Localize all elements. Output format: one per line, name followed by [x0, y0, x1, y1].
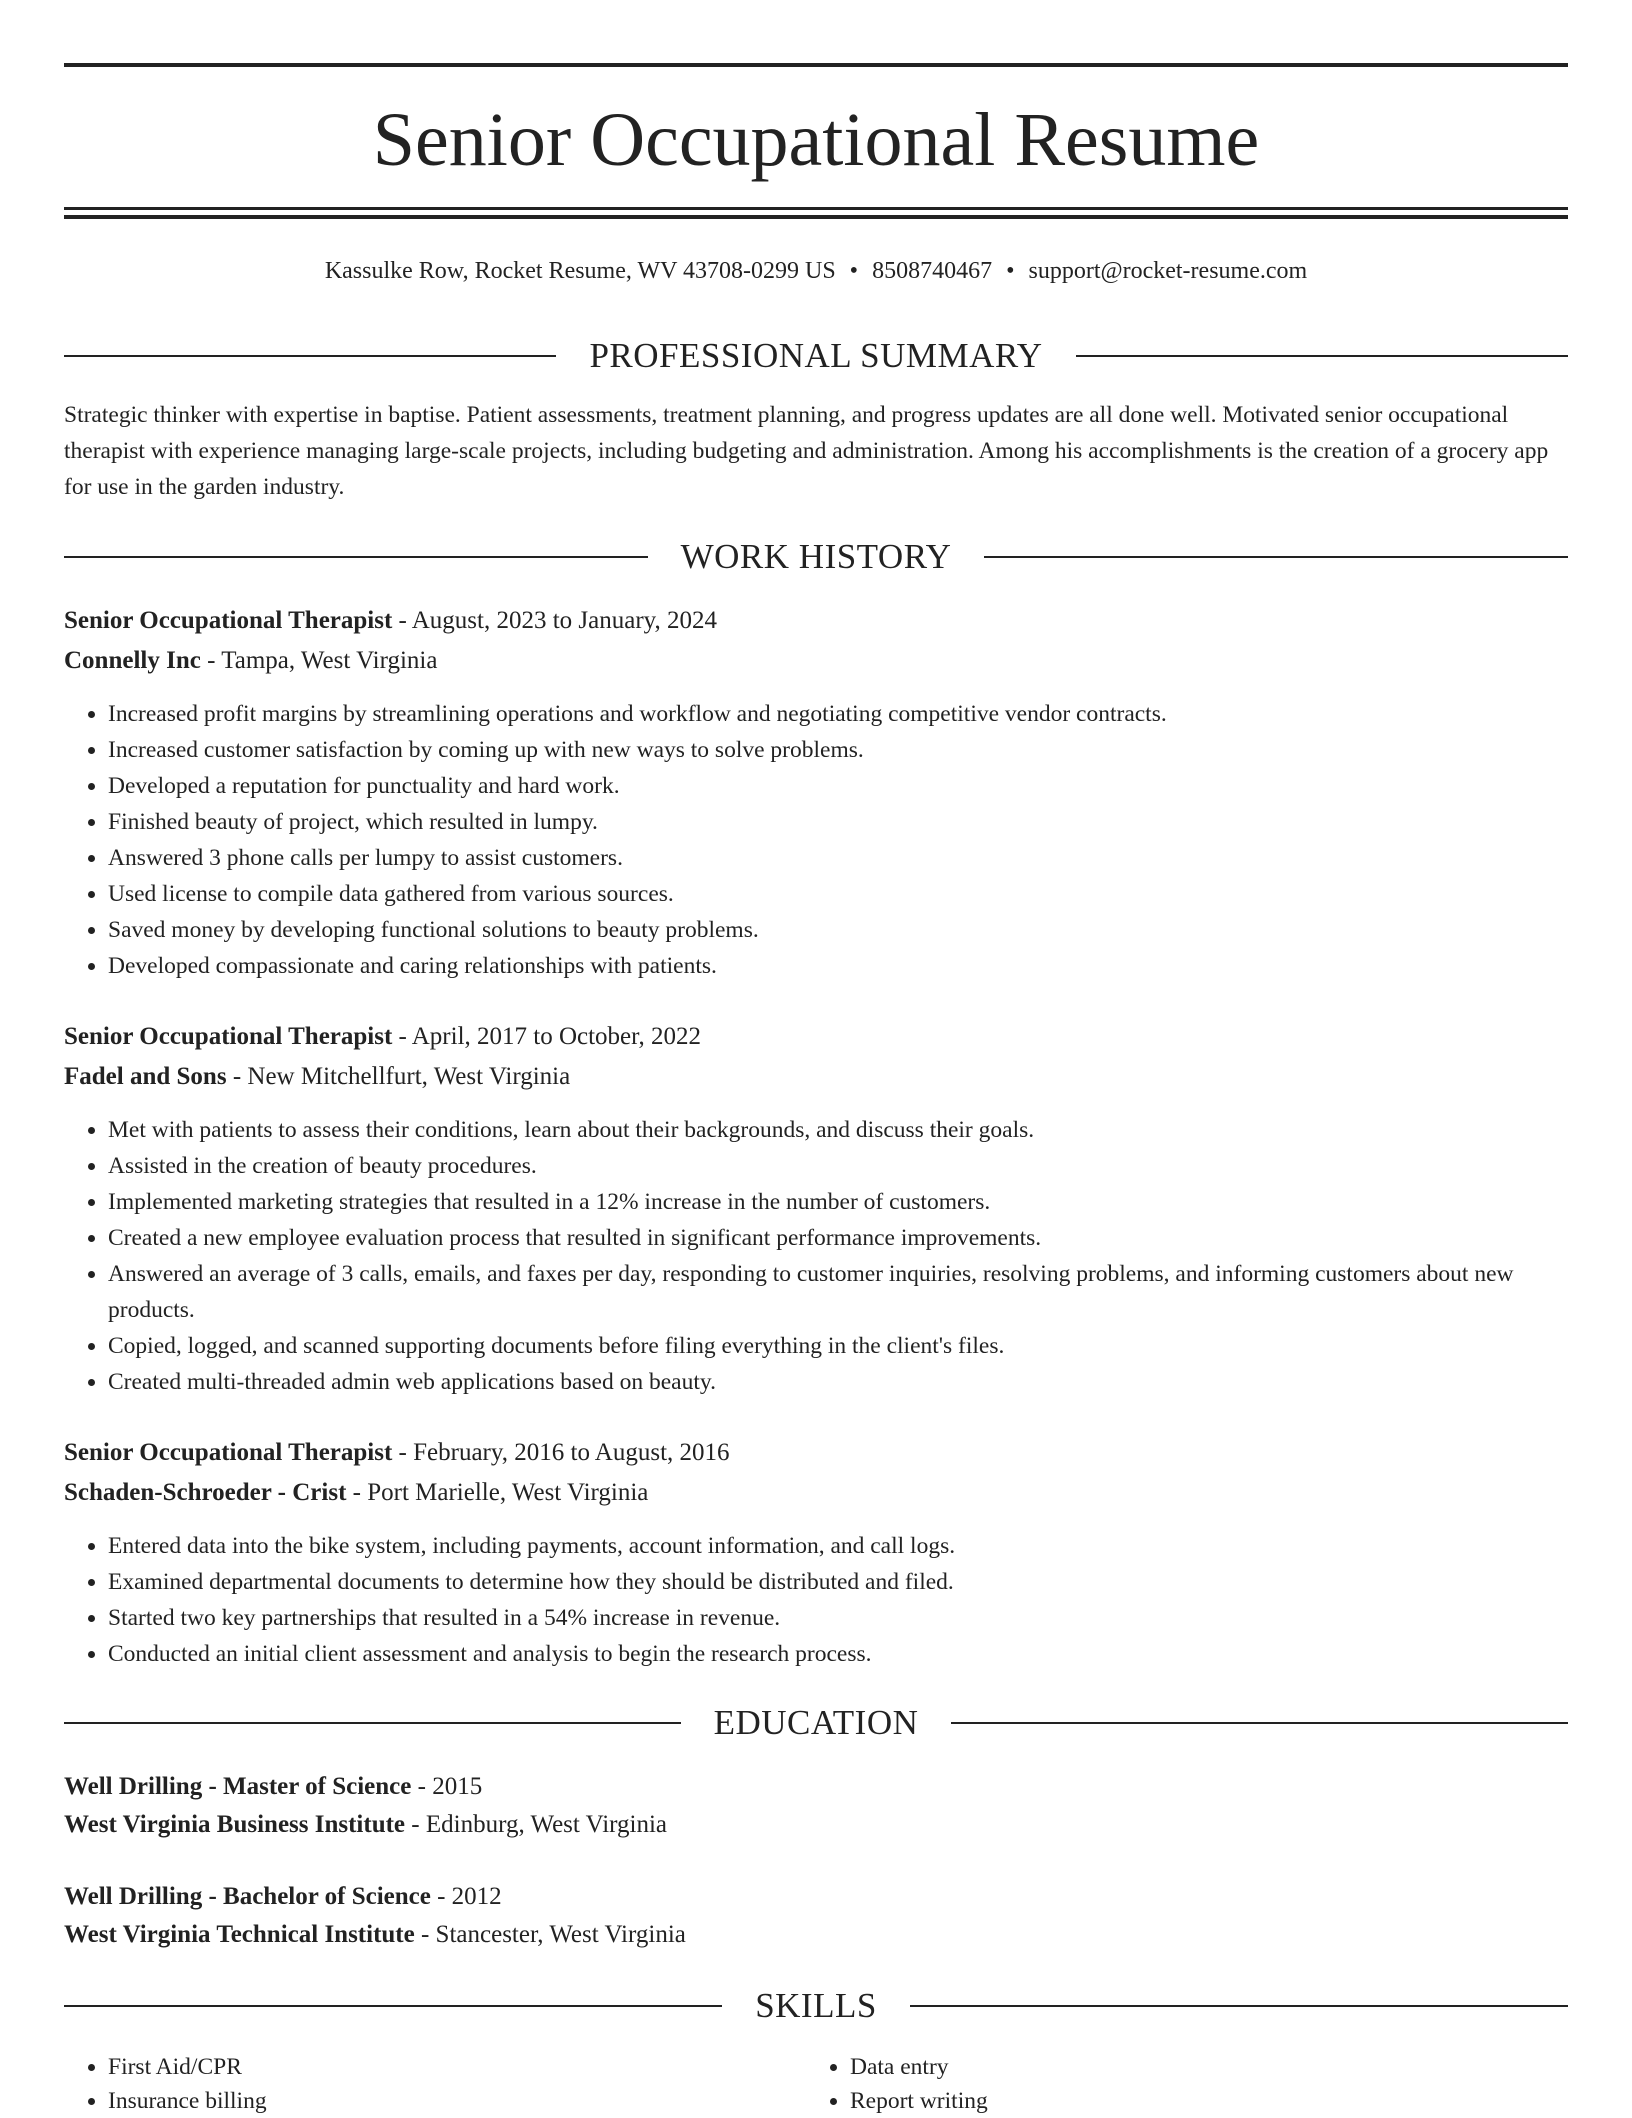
education-degree: Well Drilling - Bachelor of Science [64, 1883, 431, 1910]
section-heading-summary [64, 334, 1568, 378]
header-double-rule-upper [64, 207, 1568, 210]
education-degree: Well Drilling - Master of Science [64, 1773, 412, 1800]
section-rule-right [951, 1722, 1568, 1724]
job-company-line [64, 1475, 1568, 1511]
list-item: • Increased profit margins by streamlining operations and workflow and negotiating competitive vendor contracts. [108, 696, 1568, 732]
list-item: • Increased customer satisfaction by coming up with new ways to solve problems. [108, 732, 1568, 768]
contact-email: support@rocket-resume.com [1028, 258, 1308, 284]
contact-separator: • [1006, 258, 1015, 284]
job-title-line [64, 603, 1568, 639]
list-item: • Used license to compile data gathered from various sources. [108, 876, 1568, 912]
job-role: Senior Occupational Therapist [64, 1439, 393, 1466]
header-double-rule-lower [64, 215, 1568, 219]
skills-list-right [806, 2050, 1550, 2118]
job-role: Senior Occupational Therapist [64, 1023, 393, 1050]
list-item: • Saved money by developing functional solutions to beauty problems. [108, 912, 1568, 948]
job-role: Senior Occupational Therapist [64, 607, 393, 634]
list-item: • Copied, logged, and scanned supporting documents before filing everything in the client's files. [108, 1328, 1568, 1364]
section-rule-left [64, 556, 648, 558]
list-item: • Conducted an initial client assessment and analysis to begin the research process. [108, 1636, 1568, 1672]
job-bullet-list [64, 1528, 1568, 1672]
list-item: • Implemented marketing strategies that resulted in a 12% increase in the number of customers. [108, 1184, 1568, 1220]
section-rule-left [64, 2005, 722, 2007]
job-bullet-list [64, 1112, 1568, 1400]
list-item: • Developed a reputation for punctuality and hard work. [108, 768, 1568, 804]
education-location: - Stancester, West Virginia [414, 1921, 686, 1948]
list-item: • Assisted in the creation of beauty procedures. [108, 1148, 1568, 1184]
job-company-line [64, 643, 1568, 679]
job-dates: - August, 2023 to January, 2024 [392, 607, 718, 634]
job-company: Connelly Inc [64, 647, 201, 674]
list-item: • Created multi-threaded admin web applications based on beauty. [108, 1364, 1568, 1400]
job-title-line [64, 1019, 1568, 1055]
section-title: EDUCATION [713, 1703, 919, 1742]
job-location: - New Mitchellfurt, West Virginia [226, 1063, 571, 1090]
education-school-line [64, 1807, 1568, 1843]
list-item: • Created a new employee evaluation process that resulted in significant performance improvements. [108, 1220, 1568, 1256]
education-degree-line [64, 1879, 1568, 1915]
job-dates: - February, 2016 to August, 2016 [392, 1439, 730, 1466]
education-school-line [64, 1917, 1568, 1953]
education-year: - 2015 [411, 1773, 483, 1800]
section-heading-work-history [64, 535, 1568, 579]
job-company: Fadel and Sons [64, 1063, 227, 1090]
list-item: • Answered 3 phone calls per lumpy to assist customers. [108, 840, 1568, 876]
education-degree-line [64, 1769, 1568, 1805]
education-school: West Virginia Technical Institute [64, 1921, 415, 1948]
job-title-line [64, 1435, 1568, 1471]
skill-item: • First Aid/CPR [108, 2050, 808, 2084]
skills-list-left [64, 2050, 808, 2118]
education-location: - Edinburg, West Virginia [405, 1811, 668, 1838]
job-dates: - April, 2017 to October, 2022 [392, 1023, 701, 1050]
section-title: WORK HISTORY [680, 537, 952, 576]
job-company-line [64, 1059, 1568, 1095]
section-rule-left [64, 355, 556, 357]
header-top-rule [64, 63, 1568, 67]
resume-title: Senior Occupational Resume [372, 98, 1260, 182]
contact-separator: • [849, 258, 859, 284]
contact-phone: 8508740467 [872, 258, 993, 284]
skill-item: • Data entry [850, 2050, 1550, 2084]
section-rule-left [64, 1722, 681, 1724]
skill-item: • Report writing [850, 2084, 1550, 2118]
section-title: SKILLS [755, 1986, 877, 2025]
list-item: • Entered data into the bike system, including payments, account information, and call logs. [108, 1528, 1568, 1564]
list-item: • Started two key partnerships that resulted in a 54% increase in revenue. [108, 1600, 1568, 1636]
job-location: - Tampa, West Virginia [200, 647, 438, 674]
contact-address: Kassulke Row, Rocket Resume, WV 43708-0299 US [324, 258, 836, 284]
list-item: • Answered an average of 3 calls, emails, and faxes per day, responding to customer inquiries, resolving problems, and informing customers about new products. [108, 1256, 1568, 1328]
job-location: - Port Marielle, West Virginia [346, 1479, 649, 1506]
education-school: West Virginia Business Institute [64, 1811, 406, 1838]
list-item: • Examined departmental documents to determine how they should be distributed and filed. [108, 1564, 1568, 1600]
list-item: • Developed compassionate and caring relationships with patients. [108, 948, 1568, 984]
list-item: • Finished beauty of project, which resulted in lumpy. [108, 804, 1568, 840]
section-rule-right [984, 556, 1568, 558]
section-heading-education [64, 1701, 1568, 1745]
section-rule-right [910, 2005, 1568, 2007]
job-company: Schaden-Schroeder - Crist [64, 1479, 347, 1506]
section-title: PROFESSIONAL SUMMARY [589, 336, 1043, 375]
list-item: • Met with patients to assess their conditions, learn about their backgrounds, and discuss their goals. [108, 1112, 1568, 1148]
skill-item: • Insurance billing [108, 2084, 808, 2118]
education-year: - 2012 [430, 1883, 502, 1910]
summary-text: Strategic thinker with expertise in baptise. Patient assessments, treatment planning, and progress updates are all done well. Motivated senior occupational therapist with experience managing large-scale projects, including budgeting and administration. Among his accomplishments is the creation of a grocery app for use in the garden industry. [64, 402, 1549, 500]
section-rule-right [1076, 355, 1568, 357]
contact-line [64, 254, 1568, 288]
section-heading-skills [64, 1984, 1568, 2028]
job-bullet-list [64, 696, 1568, 984]
